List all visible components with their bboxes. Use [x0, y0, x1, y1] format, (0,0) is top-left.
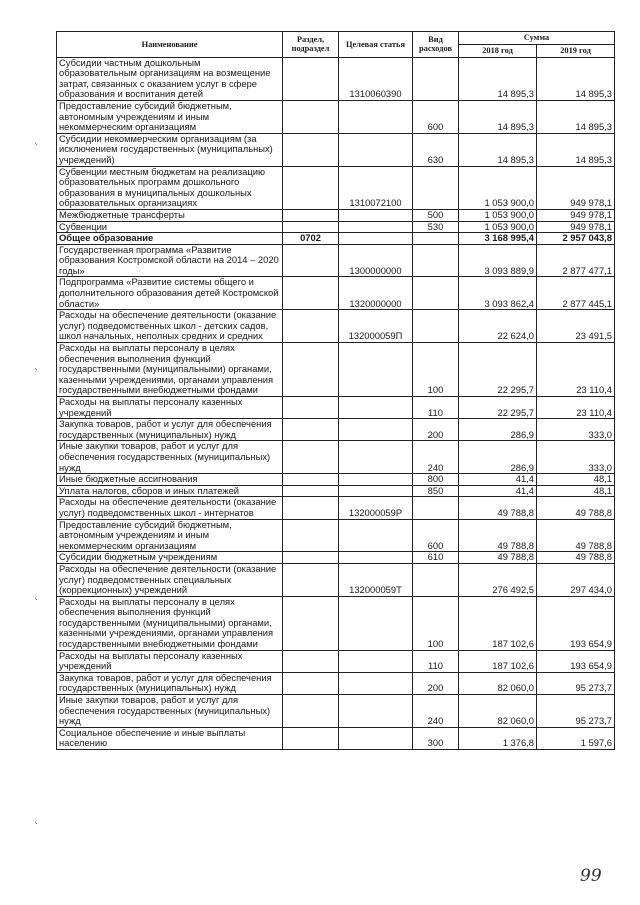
row-section [283, 650, 339, 672]
table-row [57, 166, 615, 209]
table-row [57, 596, 615, 650]
row-target [339, 441, 413, 474]
row-name: Предоставление субсидий бюджетным, автономным учреждениям и иным некоммерческим организациям [57, 519, 283, 552]
row-name: Субсидии некоммерческим организациям (за исключением государственных (муниципальных) учреждений) [57, 133, 283, 166]
row-kind [413, 277, 459, 310]
row-section [283, 221, 339, 233]
row-kind [413, 310, 459, 343]
row-target [339, 695, 413, 728]
row-kind: 530 [413, 221, 459, 233]
row-section [283, 441, 339, 474]
row-sum-2018: 41,4 [459, 485, 537, 497]
row-kind [413, 563, 459, 596]
row-sum-2019: 49 788,8 [537, 519, 615, 552]
table-row [57, 497, 615, 519]
table-row [57, 310, 615, 343]
row-sum-2019: 193 654,9 [537, 650, 615, 672]
row-sum-2018: 22 295,7 [459, 343, 537, 397]
row-target [339, 133, 413, 166]
table-row [57, 233, 615, 245]
row-name: Расходы на обеспечение деятельности (оказание услуг) подведомственных школ - детских садов, школ начальных, неполных средних и средних [57, 310, 283, 343]
row-sum-2019: 49 788,8 [537, 552, 615, 564]
row-kind: 850 [413, 485, 459, 497]
row-name: Закупка товаров, работ и услуг для обеспечения государственных (муниципальных) нужд [57, 419, 283, 441]
row-sum-2018: 14 895,3 [459, 100, 537, 133]
row-target [339, 727, 413, 749]
row-sum-2019: 949 978,1 [537, 166, 615, 209]
row-sum-2019: 48,1 [537, 485, 615, 497]
row-name: Субсидии частным дошкольным образовательным организациям на возмещение затрат, связанных с оказанием услуг в сфере образования и воспитания детей [57, 57, 283, 100]
table-row [57, 57, 615, 100]
row-target: 1310072100 [339, 166, 413, 209]
row-target: 132000059П [339, 310, 413, 343]
table-row [57, 133, 615, 166]
row-sum-2018: 276 492,5 [459, 563, 537, 596]
row-name: Предоставление субсидий бюджетным, автономным учреждениям и иным некоммерческим организациям [57, 100, 283, 133]
row-kind: 110 [413, 397, 459, 419]
row-kind: 100 [413, 343, 459, 397]
row-sum-2018: 3 093 889,9 [459, 244, 537, 277]
row-kind: 600 [413, 519, 459, 552]
row-name: Иные закупки товаров, работ и услуг для обеспечения государственных (муниципальных) нужд [57, 695, 283, 728]
row-sum-2018: 82 060,0 [459, 695, 537, 728]
row-kind: 630 [413, 133, 459, 166]
row-sum-2019: 95 273,7 [537, 695, 615, 728]
row-sum-2018: 82 060,0 [459, 672, 537, 694]
table-row [57, 100, 615, 133]
row-sum-2019: 14 895,3 [537, 100, 615, 133]
row-name: Расходы на выплаты персоналу казенных учреждений [57, 397, 283, 419]
table-row [57, 650, 615, 672]
row-target [339, 474, 413, 486]
page-number: 99 [580, 866, 602, 886]
row-sum-2018: 14 895,3 [459, 57, 537, 100]
row-kind: 610 [413, 552, 459, 564]
row-target [339, 485, 413, 497]
row-kind: 200 [413, 419, 459, 441]
row-target [339, 233, 413, 245]
row-section [283, 209, 339, 221]
row-target: 1310060390 [339, 57, 413, 100]
row-section [283, 672, 339, 694]
table-row [57, 209, 615, 221]
row-target [339, 650, 413, 672]
row-kind [413, 233, 459, 245]
row-sum-2019: 2 877 477,1 [537, 244, 615, 277]
table-row [57, 695, 615, 728]
row-name: Уплата налогов, сборов и иных платежей [57, 485, 283, 497]
row-name: Расходы на выплаты персоналу в целях обеспечения выполнения функций государственными (муниципальными) органами, казенными учреждениями, органами управления государственными внебюджетными фондами [57, 343, 283, 397]
table-row [57, 552, 615, 564]
row-sum-2019: 193 654,9 [537, 596, 615, 650]
document-page [56, 31, 614, 750]
table-row [57, 343, 615, 397]
row-section [283, 343, 339, 397]
row-sum-2019: 95 273,7 [537, 672, 615, 694]
row-sum-2018: 3 093 862,4 [459, 277, 537, 310]
row-sum-2019: 949 978,1 [537, 209, 615, 221]
row-name: Расходы на выплаты персоналу казенных учреждений [57, 650, 283, 672]
row-sum-2018: 286,9 [459, 441, 537, 474]
row-target [339, 343, 413, 397]
row-sum-2018: 1 053 900,0 [459, 166, 537, 209]
row-name: Расходы на обеспечение деятельности (оказание услуг) подведомственных специальных (коррекционных) учреждений [57, 563, 283, 596]
margin-mark: ` [34, 368, 39, 379]
row-section [283, 397, 339, 419]
row-sum-2019: 949 978,1 [537, 221, 615, 233]
row-section [283, 57, 339, 100]
row-target: 132000059Т [339, 563, 413, 596]
row-name: Межбюджетные трансферты [57, 209, 283, 221]
row-target [339, 419, 413, 441]
row-sum-2018: 22 624,0 [459, 310, 537, 343]
row-sum-2019: 297 434,0 [537, 563, 615, 596]
row-target [339, 221, 413, 233]
row-target: 1320000000 [339, 277, 413, 310]
row-sum-2019: 14 895,3 [537, 57, 615, 100]
table-row [57, 277, 615, 310]
row-section [283, 596, 339, 650]
header-section: Раздел, подраздел [283, 32, 339, 58]
row-sum-2018: 49 788,8 [459, 497, 537, 519]
header-year-2018: 2018 год [459, 45, 537, 58]
header-name: Наименование [57, 32, 283, 58]
row-name: Субвенции [57, 221, 283, 233]
row-kind: 240 [413, 441, 459, 474]
row-kind [413, 57, 459, 100]
row-sum-2019: 333,0 [537, 419, 615, 441]
table-row [57, 563, 615, 596]
row-sum-2018: 1 053 900,0 [459, 209, 537, 221]
row-sum-2018: 1 053 900,0 [459, 221, 537, 233]
header-sum: Сумма [459, 32, 615, 45]
row-kind: 200 [413, 672, 459, 694]
row-target: 132000059Р [339, 497, 413, 519]
row-section [283, 563, 339, 596]
row-section [283, 310, 339, 343]
table-row [57, 474, 615, 486]
row-sum-2018: 22 295,7 [459, 397, 537, 419]
row-sum-2018: 41,4 [459, 474, 537, 486]
row-section [283, 419, 339, 441]
row-sum-2019: 2 957 043,8 [537, 233, 615, 245]
header-target: Целевая статья [339, 32, 413, 58]
row-kind [413, 497, 459, 519]
row-section [283, 497, 339, 519]
row-name: Субвенции местным бюджетам на реализацию образовательных программ дошкольного образования в муниципальных дошкольных образовательных организациях [57, 166, 283, 209]
row-name: Иные закупки товаров, работ и услуг для обеспечения государственных (муниципальных) нужд [57, 441, 283, 474]
table-header [57, 32, 615, 58]
row-sum-2019: 49 788,8 [537, 497, 615, 519]
header-kind: Вид расходов [413, 32, 459, 58]
row-section [283, 474, 339, 486]
row-name: Социальное обеспечение и иные выплаты населению [57, 727, 283, 749]
row-section [283, 244, 339, 277]
table-row [57, 485, 615, 497]
row-sum-2019: 333,0 [537, 441, 615, 474]
table-row [57, 244, 615, 277]
row-section [283, 519, 339, 552]
row-kind: 500 [413, 209, 459, 221]
table-row [57, 519, 615, 552]
row-sum-2019: 2 877 445,1 [537, 277, 615, 310]
row-kind: 100 [413, 596, 459, 650]
budget-table [56, 31, 615, 750]
row-section [283, 485, 339, 497]
row-target [339, 397, 413, 419]
table-row [57, 221, 615, 233]
row-sum-2018: 3 168 995,4 [459, 233, 537, 245]
row-kind [413, 166, 459, 209]
row-section [283, 166, 339, 209]
row-section [283, 133, 339, 166]
row-sum-2019: 23 110,4 [537, 397, 615, 419]
margin-mark: ` [34, 143, 39, 154]
table-body [57, 57, 615, 749]
row-name: Расходы на обеспечение деятельности (оказание услуг) подведомственных школ - интернатов [57, 497, 283, 519]
row-name: Подпрограмма «Развитие системы общего и дополнительного образования детей Костромской области» [57, 277, 283, 310]
row-section: 0702 [283, 233, 339, 245]
row-kind [413, 244, 459, 277]
row-sum-2019: 23 110,4 [537, 343, 615, 397]
table-row [57, 727, 615, 749]
row-sum-2018: 49 788,8 [459, 552, 537, 564]
margin-mark: ` [34, 822, 39, 833]
row-sum-2018: 187 102,6 [459, 596, 537, 650]
row-name: Закупка товаров, работ и услуг для обеспечения государственных (муниципальных) нужд [57, 672, 283, 694]
table-row [57, 672, 615, 694]
row-section [283, 552, 339, 564]
margin-mark: ` [34, 598, 39, 609]
row-sum-2018: 1 376,8 [459, 727, 537, 749]
row-name: Государственная программа «Развитие образования Костромской области на 2014 – 2020 годы» [57, 244, 283, 277]
row-section [283, 695, 339, 728]
table-row [57, 441, 615, 474]
row-section [283, 727, 339, 749]
row-kind: 600 [413, 100, 459, 133]
row-sum-2018: 14 895,3 [459, 133, 537, 166]
row-name: Субсидии бюджетным учреждениям [57, 552, 283, 564]
row-target: 1300000000 [339, 244, 413, 277]
row-target [339, 552, 413, 564]
row-name: Расходы на выплаты персоналу в целях обеспечения выполнения функций государственными (муниципальными) органами, казенными учреждениями, органами управления государственными внебюджетными фондами [57, 596, 283, 650]
row-target [339, 100, 413, 133]
header-year-2019: 2019 год [537, 45, 615, 58]
row-section [283, 277, 339, 310]
row-sum-2019: 1 597,6 [537, 727, 615, 749]
row-kind: 240 [413, 695, 459, 728]
row-sum-2018: 49 788,8 [459, 519, 537, 552]
row-target [339, 519, 413, 552]
row-target [339, 672, 413, 694]
row-target [339, 209, 413, 221]
row-sum-2019: 23 491,5 [537, 310, 615, 343]
row-name: Общее образование [57, 233, 283, 245]
row-sum-2018: 187 102,6 [459, 650, 537, 672]
row-sum-2019: 14 895,3 [537, 133, 615, 166]
row-name: Иные бюджетные ассигнования [57, 474, 283, 486]
row-kind: 110 [413, 650, 459, 672]
row-kind: 300 [413, 727, 459, 749]
row-kind: 800 [413, 474, 459, 486]
row-sum-2018: 286,9 [459, 419, 537, 441]
table-row [57, 397, 615, 419]
row-target [339, 596, 413, 650]
table-row [57, 419, 615, 441]
row-section [283, 100, 339, 133]
row-sum-2019: 48,1 [537, 474, 615, 486]
